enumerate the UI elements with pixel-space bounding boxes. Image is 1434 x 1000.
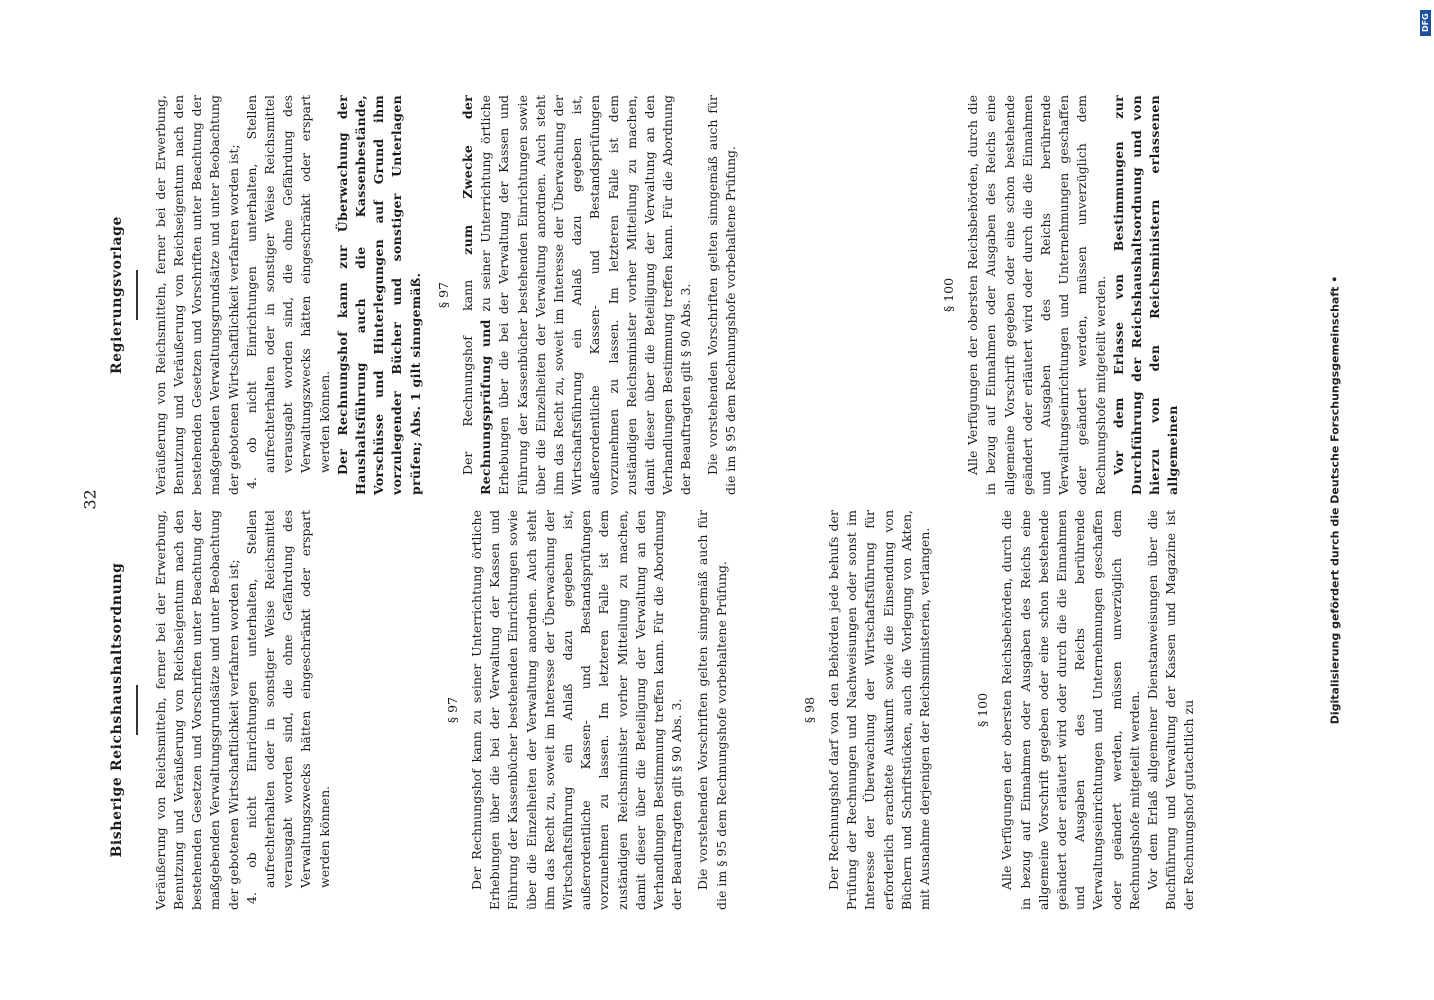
left-sec98-p1: Der Rechnungshof darf von den Behörden jede behufs der Prüfung der Rechnungen und Nachweisungen oder sonst im Interesse der Überwachung der Wirtschaftsführung für erforderlich erachtete Auskunft sowie die Einsendung von Büchern und Schriftstücken, auch die Vorlegung von Akten, mit Ausnahme derjenigen der Reichsministerien, verlangen. [825,510,932,910]
dfg-logo: DFG [1420,10,1431,36]
left-heading-text: Bisherige Reichshaushaltsordnung [109,562,125,858]
right-heading-rule-line [136,270,138,320]
left-sec100-p2: Vor dem Erlaß allgemeiner Dienstanweisungen über die Buchführung und Verwaltung der Kassen und Magazine ist der Rechnungshof gutachtlich zu [1145,510,1197,910]
left-heading-rule-line [136,685,138,735]
right-sec97-p1-bold: zum Zwecke der Rechnungsprüfung und [459,95,494,495]
right-sec100-title: § 100 [941,277,956,313]
left-sec97-p2: Die vorstehenden Vorschriften gelten sinngemäß auch für die im § 95 dem Rechnungshofe vorbehaltene Prüfung. [695,510,729,910]
right-sec100-p2: Vor dem Erlasse von Bestimmungen zur Durchführung der Reichshaushaltsordnung und von hierzu von den Reichsministern erlassenen allgemeinen [1110,95,1181,495]
left-intro: Veräußerung von Reichsmitteln, ferner bei der Erwerbung, Benutzung und Veräußerung von Reichseigentum nach den bestehenden Gesetzen und Vorschriften unter Beachtung der maßgebenden Verwaltungsgrundsätze und unter Beobachtung der gebotenen Wirtschaftlichkeit verfahren worden ist; [152,510,241,910]
right-sec97-p1-a: Der Rechnungshof kann [459,254,475,475]
left-sec97-p1: Der Rechnungshof kann zu seiner Unterrichtung örtliche Erhebungen über die bei der Verwaltung der Kassen und Führung der Kassenbücher bestehenden Einrichtungen sowie über die Einzelheiten der Verwaltung anordnen. Auch steht ihm das Recht zu, soweit im Interesse der Überwachung der Wirtschaftsführung ein Anlaß dazu gegeben ist, außerordentliche Kassen- und Bestandsprüfungen vorzunehmen zu lassen. Im letzteren Falle ist dem zuständigen Reichsminister vorher Mitteilung zu machen, damit dieser über die Beteiligung der Verwaltung an den Verhandlungen Bestimmung treffen kann. Für die Abordnung der Beauftragten gilt § 90 Abs. 3. [468,510,685,910]
right-heading-text: Regierungsvorlage [109,215,125,375]
page-number-label: 32 [80,489,100,510]
right-intro: Veräußerung von Reichsmitteln, ferner bei der Erwerbung, Benutzung und Veräußerung von Reichseigentum nach den bestehenden Gesetzen und Vorschriften unter Beachtung der maßgebenden Verwaltungsgrundsätze und unter Beobachtung der gebotenen Wirtschaftlichkeit verfahren worden ist; [152,95,241,495]
right-column-content [108,95,1183,495]
left-sec100-title: § 100 [975,692,991,728]
left-column-frame [108,498,1298,910]
right-sec97-p2: Die vorstehenden Vorschriften gelten sinngemäß auch für die im § 95 dem Rechnungshofe vorbehaltene Prüfung. [704,95,738,495]
left-item-4: 4. ob nicht Einrichtungen unterhalten, Stellen aufrechterhalten oder in sonstiger Weise Reichsmittel verausgabt worden sind, die ohne Gefährdung des Verwaltungszwecks hätten eingeschränkt oder erspart werden können. [243,510,332,904]
right-sec97-p1-b: zu seiner Unterrichtung örtliche Erhebungen über die bei der Verwaltung der Kassen und Führung der Kassenbücher bestehenden Einrichtungen sowie über die Einzelheiten der Verwaltung anordnen. Auch steht ihm das Recht zu, soweit im Interesse der Überwachung der Wirtschaftsführung ein Anlaß dazu gegeben ist, außerordentliche Kassen- und Bestandsprüfungen vorzunehmen zu lassen. Im letzteren Falle ist dem zuständigen Reichsminister vorher Mitteilung zu machen, damit dieser über die Beteiligung der Verwaltung an den Verhandlungen Bestimmung treffen kann. Für die Abordnung der Beauftragten gilt § 90 Abs. 3. [478,95,694,495]
right-item-4: 4. ob nicht Einrichtungen unterhalten, Stellen aufrechterhalten oder in sonstiger Weise Reichsmittel verausgabt worden sind, die ohne Gefährdung des Verwaltungszwecks hätten eingeschränkt oder erspart werden können. [243,95,332,489]
right-sec100-p1: Alle Verfügungen der obersten Reichsbehörden, durch die in bezug auf Einnahmen oder Ausgaben des Reichs eine allgemeine Vorschrift gegeben oder eine schon bestehende geändert oder erläutert wird oder durch die die Einnahmen und Ausgaben des Reichs berührende Verwaltungseinrichtungen und Unternehmungen geschaffen oder geändert werden, müssen unverzüglich dem Rechnungshofe mitgeteilt werden. [965,95,1108,495]
left-column-content [108,510,1199,910]
left-sec100-p1: Alle Verfügungen der obersten Reichsbehörden, durch die in bezug auf Einnahmen oder Ausgaben des Reichs eine allgemeine Vorschrift gegeben oder eine schon bestehende geändert oder erläutert wird oder durch die die Einnahmen und Ausgaben des Reichs berührende Verwaltungseinrichtungen und Unternehmungen geschaffen oder geändert werden, müssen unverzüglich dem Rechnungshofe mitgeteilt werden. [999,510,1142,910]
dfg-footer-note: Digitalisierung gefördert durch die Deutsche Forschungsgemeinschaft • [1328,275,1342,725]
right-column-frame [108,83,1298,495]
left-sec97-title: § 97 [444,696,460,724]
right-bold-para: Der Rechnungshof kann zur Überwachung der Haushaltsführung auch die Kassenbestände, Vorschüsse und Hinterlegungen auf Grund ihm vorzulegender Bücher und sonstiger Unterlagen prüfen; Abs. 1 gilt sinngemäß. [334,95,423,495]
right-sec97-title: § 97 [435,281,451,309]
left-sec98-title: § 98 [801,696,817,724]
right-sec97-p1 [459,95,696,495]
